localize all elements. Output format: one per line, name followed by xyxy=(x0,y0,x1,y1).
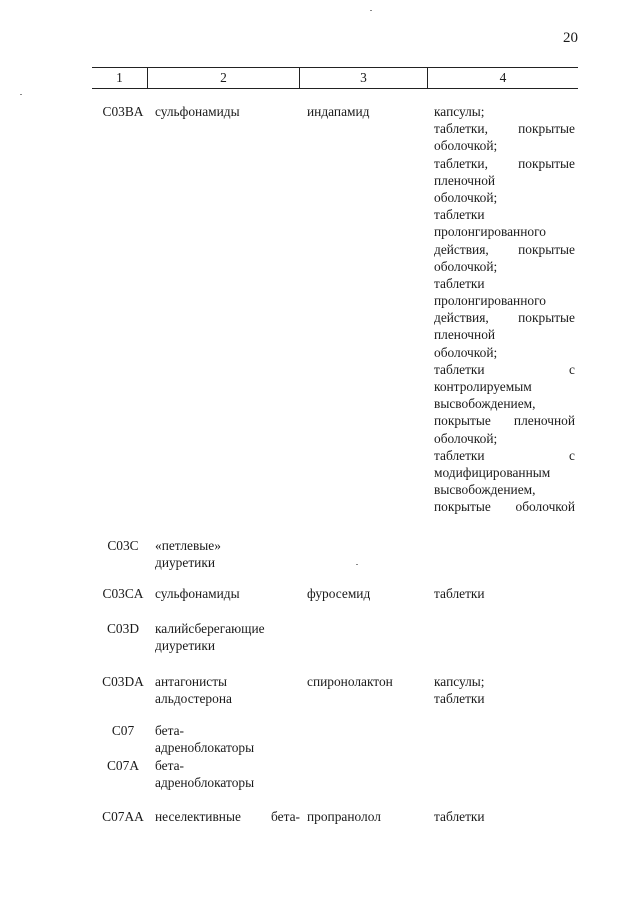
form-line: таблетки, покрытые xyxy=(434,155,575,171)
form-line: высвобождением, xyxy=(434,396,536,412)
form-line: действия, покрытые xyxy=(434,241,575,257)
atc-code: C03C xyxy=(107,538,139,553)
pharmacological-group xyxy=(155,808,300,825)
atc-code: C07 xyxy=(111,723,135,738)
header-col-4: 4 xyxy=(499,70,507,85)
header-col-3: 3 xyxy=(360,70,367,85)
atc-code: C03CA xyxy=(102,586,144,601)
form-line: оболочкой; xyxy=(434,430,498,446)
form-line: оболочкой; xyxy=(434,258,498,274)
form-line: модифицированным xyxy=(434,464,551,480)
scan-speck xyxy=(370,10,372,11)
form-line: оболочкой; xyxy=(434,138,498,154)
pharmacological-group: сульфонамиды xyxy=(155,104,240,119)
form-line: таблетки xyxy=(434,691,485,707)
pharmacological-group xyxy=(155,537,280,571)
group-line: адреноблокаторы xyxy=(155,775,255,791)
form-line: оболочкой; xyxy=(434,189,498,205)
form-line: пленочной xyxy=(434,327,496,343)
form-line: пленочной xyxy=(434,172,496,188)
page-number: 20 xyxy=(563,30,578,46)
pharmacological-group xyxy=(155,620,280,654)
form-line: таблетки xyxy=(434,207,485,223)
form-line: оболочкой; xyxy=(434,344,498,360)
group-line: неселективные бета- xyxy=(155,809,300,824)
pharmacological-group xyxy=(155,673,280,707)
group-line: бета- xyxy=(155,723,184,738)
pharmacological-group: сульфонамиды xyxy=(155,586,240,601)
form-line: пролонгированного xyxy=(434,293,546,309)
form-line: высвобождением, xyxy=(434,482,536,498)
form-line: капсулы; xyxy=(434,674,485,689)
form-line: таблетки xyxy=(434,809,485,824)
drug-name: спиронолактон xyxy=(307,674,393,689)
atc-code: C03D xyxy=(107,621,139,636)
atc-code: C07AA xyxy=(102,809,144,824)
form-line: таблетки с xyxy=(434,361,575,377)
atc-code: C03DA xyxy=(102,674,144,689)
dosage-forms xyxy=(434,808,575,825)
form-line: таблетки xyxy=(434,275,485,291)
table-header xyxy=(92,67,578,89)
group-line: бета- xyxy=(155,758,184,773)
group-line: альдостерона xyxy=(155,691,232,707)
group-line: диуретики xyxy=(155,638,216,654)
form-line: пролонгированного xyxy=(434,224,546,240)
form-line: покрытые пленочной xyxy=(434,413,575,429)
header-col-2: 2 xyxy=(220,70,227,85)
dosage-forms xyxy=(434,103,575,516)
pharmacological-group xyxy=(155,722,280,756)
form-line: таблетки xyxy=(434,586,485,601)
scan-speck xyxy=(20,94,22,95)
group-line: диуретики xyxy=(155,555,216,571)
form-line: покрытые оболочкой xyxy=(434,499,575,515)
form-line: действия, покрытые xyxy=(434,310,575,326)
header-col-1: 1 xyxy=(116,70,123,85)
atc-code: C07A xyxy=(107,758,139,773)
scan-speck xyxy=(356,564,358,565)
group-line: антагонисты xyxy=(155,674,228,689)
dosage-forms xyxy=(434,673,575,707)
form-line: таблетки, покрытые xyxy=(434,121,575,137)
form-line: капсулы; xyxy=(434,104,485,119)
group-line: «петлевые» xyxy=(155,538,221,553)
drug-name: индапамид xyxy=(307,104,370,119)
group-line: калийсберегающие xyxy=(155,621,265,636)
drug-name: пропранолол xyxy=(307,809,381,824)
group-line: адреноблокаторы xyxy=(155,740,255,756)
dosage-forms xyxy=(434,585,575,602)
form-line: таблетки с xyxy=(434,447,575,463)
atc-code: C03BA xyxy=(102,104,144,119)
drug-name: фуросемид xyxy=(307,586,371,601)
form-line: контролируемым xyxy=(434,379,532,394)
pharmacological-group xyxy=(155,757,280,791)
